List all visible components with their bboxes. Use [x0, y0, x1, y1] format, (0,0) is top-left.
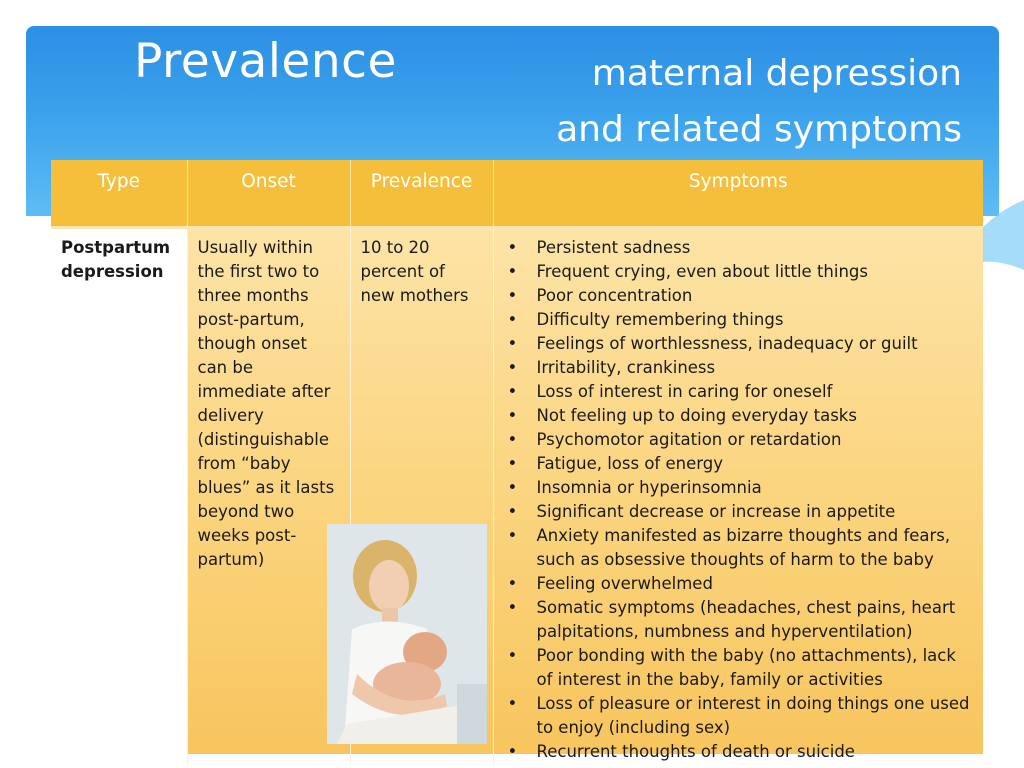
subtitle-line-1: maternal depression	[591, 53, 962, 94]
header-prevalence: Prevalence	[350, 160, 493, 228]
symptom-item: • Significant decrease or increase in appetite	[504, 500, 974, 524]
photo-illustration	[327, 524, 487, 744]
symptom-item: • Persistent sadness	[504, 236, 974, 260]
cell-symptoms	[493, 228, 983, 765]
page-subtitle	[556, 46, 962, 158]
cell-onset: Usually within the first two to three months post-partum, though onset can be immediate after delivery (distinguishable from “baby blues” as it lasts beyond two weeks post-partum)	[187, 228, 350, 765]
cell-prevalence: 10 to 20 percent of new mothers	[350, 228, 493, 765]
symptom-item: • Frequent crying, even about little things	[504, 260, 974, 284]
header-type: Type	[51, 160, 187, 228]
symptom-item: • Fatigue, loss of energy	[504, 452, 974, 476]
table-row	[51, 228, 983, 765]
symptom-item: • Loss of interest in caring for oneself	[504, 380, 974, 404]
symptom-list	[504, 236, 974, 764]
header-symptoms: Symptoms	[493, 160, 983, 228]
symptom-item: • Psychomotor agitation or retardation	[504, 428, 974, 452]
header-onset: Onset	[187, 160, 350, 228]
cell-type: Postpartum depression	[51, 228, 187, 765]
table-header-row	[51, 160, 983, 228]
mother-breastfeeding-photo	[327, 524, 487, 744]
symptom-item: • Somatic symptoms (headaches, chest pains, heart palpitations, numbness and hyperventilation)	[504, 596, 974, 644]
page-title: Prevalence	[134, 34, 397, 89]
symptom-item: • Poor concentration	[504, 284, 974, 308]
symptom-item: • Not feeling up to doing everyday tasks	[504, 404, 974, 428]
prevalence-table	[51, 160, 983, 764]
symptom-item: • Recurrent thoughts of death or suicide	[504, 740, 974, 764]
symptom-item: • Feeling overwhelmed	[504, 572, 974, 596]
symptom-item: • Poor bonding with the baby (no attachments), lack of interest in the baby, family or activities	[504, 644, 974, 692]
symptom-item: • Loss of pleasure or interest in doing things one used to enjoy (including sex)	[504, 692, 974, 740]
symptom-item: • Irritability, crankiness	[504, 356, 974, 380]
symptom-item: • Feelings of worthlessness, inadequacy or guilt	[504, 332, 974, 356]
symptom-item: • Difficulty remembering things	[504, 308, 974, 332]
symptom-item: • Anxiety manifested as bizarre thoughts and fears, such as obsessive thoughts of harm to the baby	[504, 524, 974, 572]
subtitle-line-2: and related symptoms	[556, 109, 962, 150]
symptom-item: • Insomnia or hyperinsomnia	[504, 476, 974, 500]
